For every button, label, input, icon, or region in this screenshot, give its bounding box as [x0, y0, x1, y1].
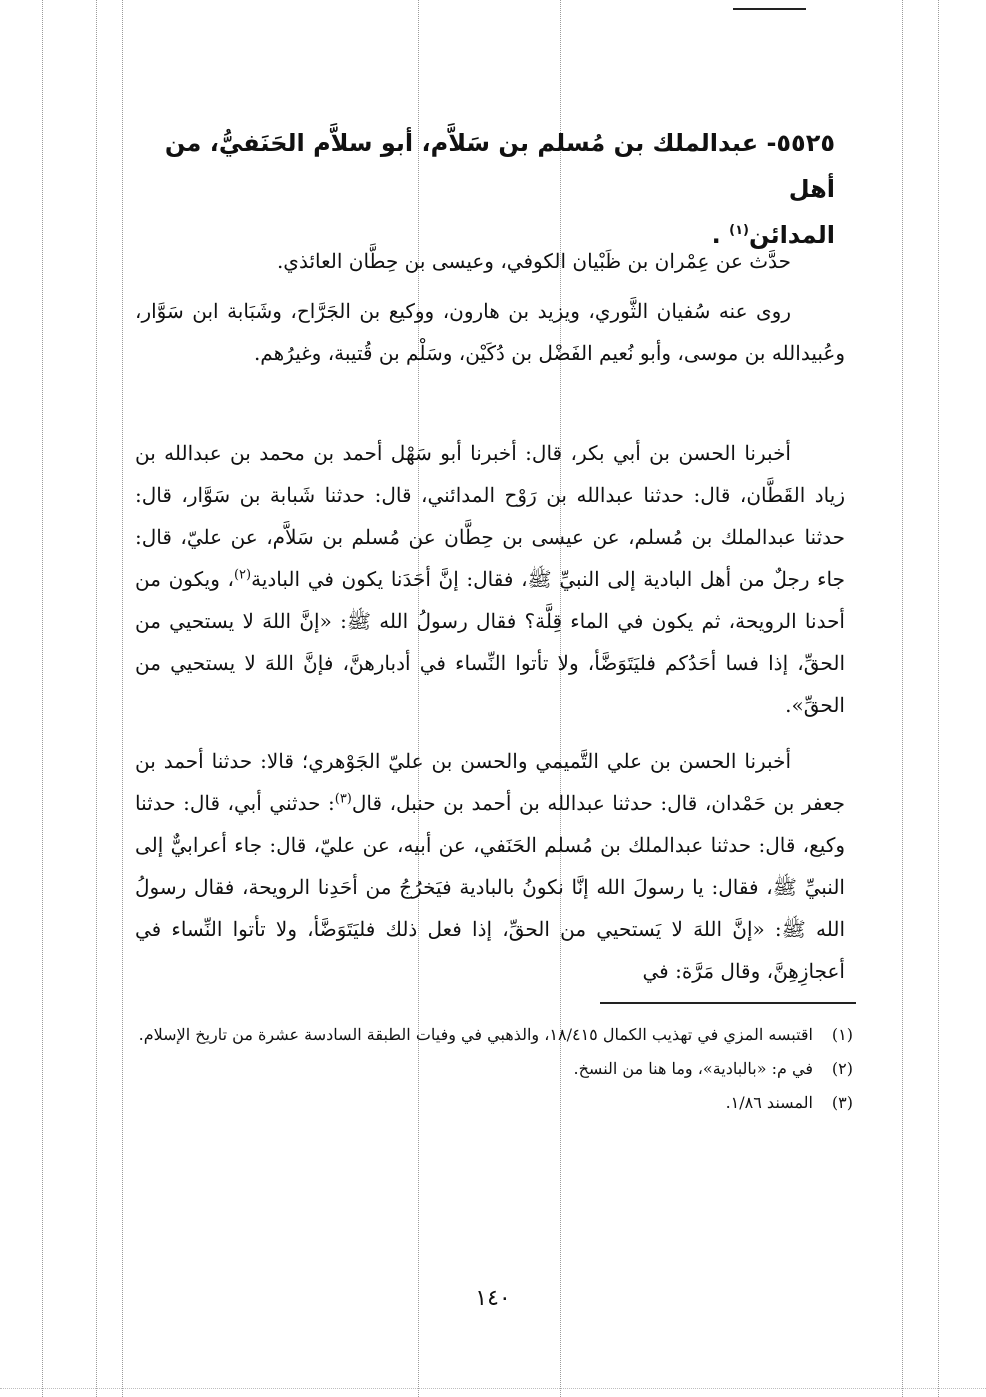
paragraph-hadith-1: أخبرنا الحسن بن أبي بكر، قال: أخبرنا أبو سَهْل أحمد بن محمد بن عبدالله بن زياد القَطَّان، قال: حدثنا عبدالله بن رَوْح المدائني، قال: حدثنا شَبابة بن سَوَّار، قال: حدثنا عبدالملك بن مُسلم، عن عيسى بن حِطَّان عن مُسلم بن سَلاَّم، عن عليّ، قال: جاء رجلٌ من أهل البادية إلى النبيِّ ﷺ، فقال: إنَّ أحَدَنا يكون في البادية$^{(٢)}$، ويكون من أحدنا الرويحة، ثم يكون في الماء قِلَّة؟ فقال رسولُ الله ﷺ: «إنَّ اللهَ لا يستحيي من الحقِّ، إذا فسا أحَدُكم فليَتَوَضَّأ، ولا تأتوا النِّساء في أدبارهنَّ، فإنَّ اللهَ لا يستحيي من الحقِّ». [135, 441, 845, 717]
footnote-ref-1: (١) [729, 223, 749, 238]
footnote-separator [600, 1002, 856, 1004]
dotted-guide [902, 0, 903, 1397]
top-rule [733, 8, 806, 10]
heading-line-1: ٥٥٢٥- عبدالملك بن مُسلم بن سَلاَّم، أبو سلاَّم الحَنَفيُّ، من أهل [164, 129, 835, 203]
heading-line-2: المدائن$^{(١)}$ . [711, 221, 835, 249]
entry-heading [135, 120, 835, 258]
paragraph-hadith-2: أخبرنا الحسن بن علي التَّميمي والحسن بن عليّ الجَوْهري؛ قالا: حدثنا أحمد بن جعفر بن حَمْدان، قال: حدثنا عبدالله بن أحمد بن حنبل، قال$^{(٣)}$: حدثني أبي، قال: حدثنا وكيع، قال: حدثنا عبدالملك بن مُسلم الحَنَفي، عن أبيه، عن عليّ، قال: جاء أعرابيٌّ إلى النبيِّ ﷺ، فقال: يا رسولَ الله إنَّا نكونُ بالبادية فيَخرُجُ من أحَدِنا الرويحة، فقال رسولُ الله ﷺ: «إنَّ اللهَ لا يَستحيي من الحقِّ، إذا فعل ذلك فليَتَوَضَّأ، ولا تأتوا النِّساء في أعجازِهِنَّ، وقال مَرَّة: في [135, 749, 845, 983]
footnote-item: (١) اقتبسه المزي في تهذيب الكمال ١٨/٤١٥، والذهبي في وفيات الطبقة السادسة عشرة من تاريخ الإسلام. [138, 1025, 853, 1044]
dotted-guide [938, 0, 939, 1397]
dotted-guide [0, 1388, 986, 1389]
dotted-guide [122, 0, 123, 1397]
dotted-guide [42, 0, 43, 1397]
paragraph-narrators: روى عنه سُفيان الثَّوري، ويزيد بن هارون، ووكيع بن الجَرَّاح، وشَبَابة ابن سَوَّار، وعُبيدالله بن موسى، وأبو نُعيم الفَضْل بن دُكَيْن، وسَلْم بن قُتيبة، وغيرُهم. [135, 299, 845, 365]
paragraph-narrated: حدَّث عن عِمْران بن ظَبْيان الكوفي، وعيسى بن حِطَّان العائذي. [276, 249, 791, 273]
footnote-item: (٣) المسند ١/٨٦. [725, 1093, 853, 1112]
footnotes [135, 1018, 853, 1120]
dotted-guide [96, 0, 97, 1397]
page-number: ١٤٠ [475, 1286, 511, 1311]
footnote-ref-2: (٢) [233, 567, 252, 583]
footnote-item: (٢) في م: «بالبادية»، وما هنا من النسخ. [573, 1059, 853, 1078]
footnote-ref-3: (٣) [334, 791, 352, 807]
